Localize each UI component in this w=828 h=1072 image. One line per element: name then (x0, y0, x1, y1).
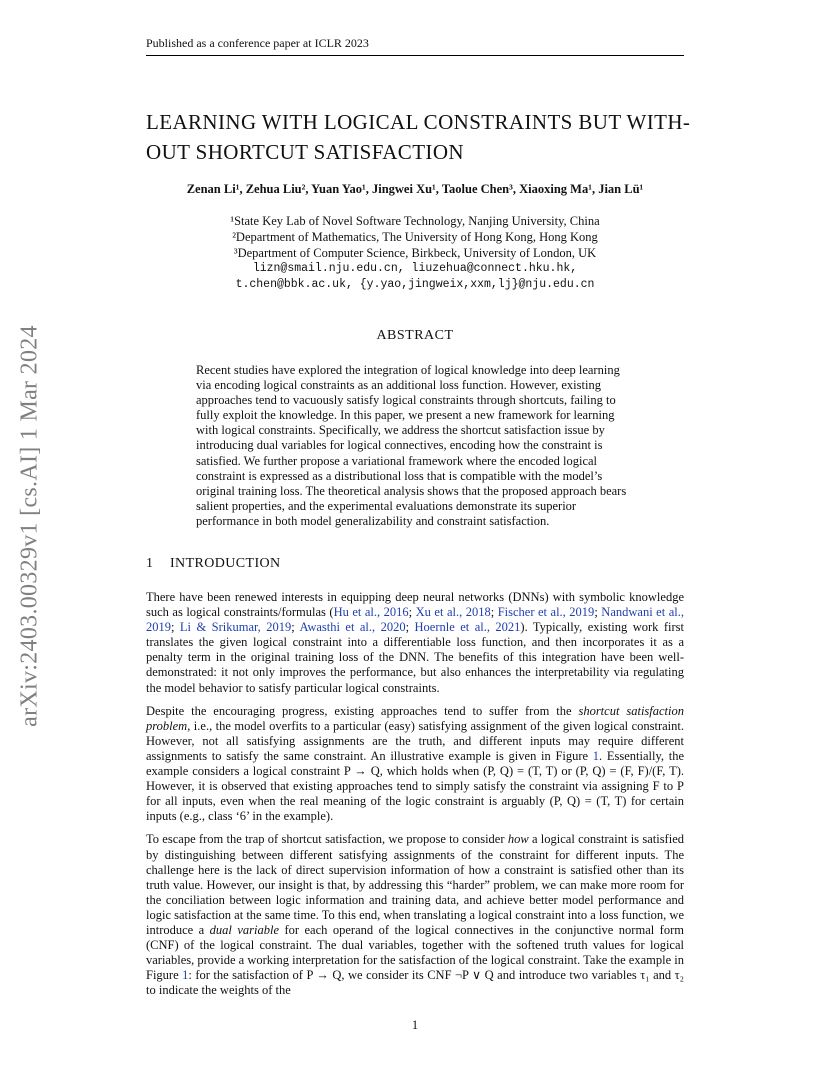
abstract-text: Recent studies have explored the integration of logical knowledge into deep learning via encoding logical constraints as an additional loss function. However, existing approaches tend to vacuously satisfy logical constraints through shortcuts, failing to fully exploit the knowledge. In this paper, we present a new framework for learning with logical constraints. Specifically, we address the shortcut satisfaction issue by introducing dual variables for logical connectives, encoding how the constraint is satisfied. We further propose a variational framework where the encoded logical constraint is expressed as a distributional loss that is compatible with the model’s original training loss. The theoretical analysis shows that the proposed approach bears salient properties, and the experimental evaluations demonstrate its superior performance in both model generalizability and constraint satisfaction. (196, 363, 627, 528)
email-line-2: t.chen@bbk.ac.uk, {y.yao,jingweix,xxm,lj}@nju.edu.cn (235, 278, 595, 291)
p2-text-b: , i.e., the model overfits to a particular (easy) satisfying assignment of the given logical constraint. However, not all satisfying assignments are the truth, and different inputs may require different assignments to satisfy the same constraint. An illustrative example is given in Figure (146, 718, 684, 763)
section-title: INTRODUCTION (170, 556, 281, 571)
p3-text-d: : for the satisfaction of P → Q, we consider its CNF ¬P ∨ Q and introduce two variables τ₁ and τ₂ to indicate the weights of the (146, 968, 684, 998)
citation-link[interactable]: Hu et al., 2016 (333, 605, 409, 620)
section-number: 1 (146, 556, 154, 571)
p2-emphasis: shortcut satisfaction problem (146, 703, 684, 733)
p1-text-a: There have been renewed interests in equipping deep neural networks (DNNs) with symbolic knowledge such as logical constraints/formulas ( (146, 590, 684, 620)
citation-link[interactable]: Li & Srikumar, 2019 (179, 620, 292, 635)
sep: ; (171, 620, 180, 635)
p3-emphasis-dual-variable: dual variable (209, 922, 280, 937)
sep: ; (594, 605, 602, 620)
citation-link[interactable]: Fischer et al., 2019 (497, 605, 595, 620)
p3-text-c: for each operand of the logical connectives in the conjunctive normal form (CNF) of the logical constraint. The dual variables, together with the softened truth values for logical variables, provide a working interpretation for the satisfaction of the logical constraint. Take the example in Figure (146, 922, 684, 983)
figure-link[interactable]: 1 (592, 748, 600, 763)
affiliation-3: ³Department of Computer Science, Birkbeck, University of London, UK (233, 246, 597, 260)
sep: ; (291, 620, 300, 635)
sep: ; (405, 620, 415, 635)
citation-link[interactable]: Awasthi et al., 2020 (299, 620, 406, 635)
p2-text-a: Despite the encouraging progress, existing approaches tend to suffer from the (146, 703, 579, 718)
paragraph-1 (146, 590, 684, 696)
page-number: 1 (411, 1018, 419, 1032)
abstract-heading: ABSTRACT (376, 328, 454, 343)
body-text (146, 590, 684, 1006)
title-line-1: LEARNING WITH LOGICAL CONSTRAINTS BUT WITH- (146, 110, 691, 134)
citation-link[interactable]: Hoernle et al., 2021 (414, 620, 521, 635)
affiliation-1: ¹State Key Lab of Novel Software Technology, Nanjing University, China (230, 214, 600, 228)
title-line-2: OUT SHORTCUT SATISFACTION (146, 140, 464, 164)
affiliations (146, 213, 684, 293)
section-heading (146, 556, 684, 572)
affiliation-2: ²Department of Mathematics, The University of Hong Kong, Hong Kong (232, 230, 598, 244)
sep: ; (490, 605, 498, 620)
p1-text-b: ). Typically, existing work first translates the given logical constraint into a differentiable loss function, and then incorporates it as a penalty term in the original training loss of the DNN. The benefits of this integration have been well-demonstrated: it not only improves the performance, but also enhances the interpretability via regulating the model behavior to satisfy particular logical constraints. (146, 620, 684, 695)
arxiv-sidebar-stamp (0, 296, 60, 756)
sep: ; (408, 605, 416, 620)
email-line-1: lizn@smail.nju.edu.cn, liuzehua@connect.hku.hk, (252, 262, 578, 275)
running-header: Published as a conference paper at ICLR 2023 (146, 36, 684, 56)
p3-text-a: To escape from the trap of shortcut satisfaction, we propose to consider (146, 832, 508, 847)
author-list: Zenan Li¹, Zehua Liu², Yuan Yao¹, Jingwei Xu¹, Taolue Chen³, Xiaoxing Ma¹, Jian Lü¹ (186, 182, 644, 196)
p2-text-c: . Essentially, the example considers a logical constraint P → Q, which holds when (P, Q) = (T, T) or (P, Q) = (F, F)/(F, T). However, it is observed that existing approaches tend to simply satisfy the constraint via assigning F to P for all inputs, even when the real meaning of the logic constraint is arguably (P, Q) = (T, T) for certain inputs (e.g., class ‘6’ in the example). (146, 748, 684, 824)
arxiv-identifier: arXiv:2403.00329v1 [cs.AI] 1 Mar 2024 (16, 325, 43, 727)
p3-text-b: a logical constraint is satisfied by distinguishing between different satisfying assignments of the constraint for different inputs. The challenge here is the lack of direct supervision information of how a constraint is satisfied other than its truth value. However, our insight is that, by addressing this “harder” problem, we can make more room for the conciliation between logic information and training data, and achieve better model performance and logic satisfaction at the same time. To this end, when translating a logical constraint into a loss function, we introduce a (146, 832, 685, 937)
paper-title (146, 107, 706, 167)
paragraph-3 (146, 832, 684, 998)
figure-link[interactable]: 1 (182, 968, 189, 983)
citation-link[interactable]: Nandwani et al., 2019 (146, 605, 684, 635)
citation-link[interactable]: Xu et al., 2018 (415, 605, 491, 620)
p3-emphasis-how: how (507, 832, 529, 847)
paragraph-2 (146, 704, 684, 825)
